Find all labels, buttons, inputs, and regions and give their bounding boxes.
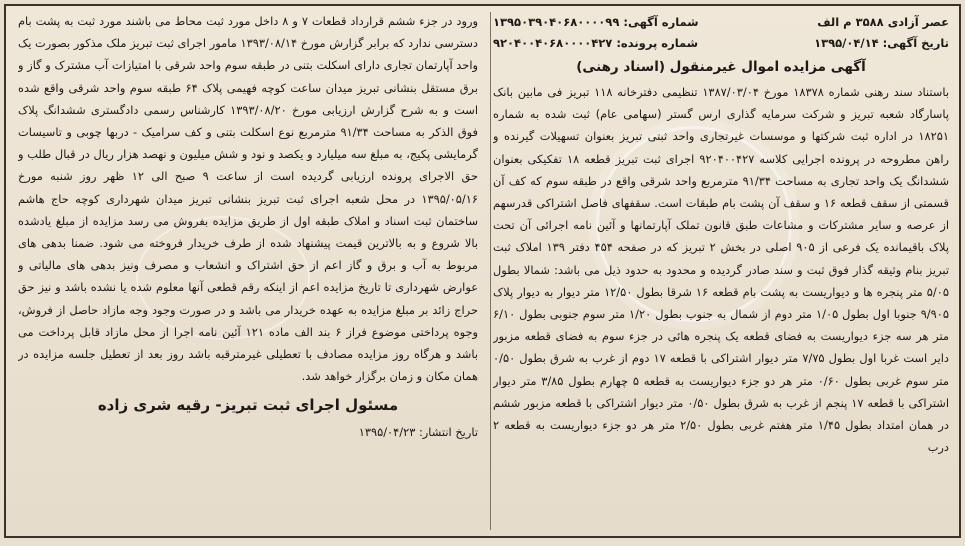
left-column [18, 10, 478, 530]
ad-date: تاریخ آگهی: ۱۳۹۵/۰۴/۱۴ [814, 36, 949, 50]
right-column-body: باستناد سند رهنی شماره ۱۸۳۷۸ مورخ ۱۳۸۷/۰۳/۰۴ تنظیمی دفترخانه ۱۱۸ تبریز فی مابین بانک پاسارگاد شعبه تبریز و شرکت سرمایه گذاری ارس گستر (سهامی عام) ثبت شده به شماره ۱۸۲۵۱ در اداره ثبت شرکتها و موسسات غیرتجاری واحد ثبتی تبریز بعنوان تسهیلات گیرنده و راهن مطروحه در پرونده اجرایی کلاسه ۹۲۰۴۰۰۴۲۷ اجرای ثبت تبریز قطعه ۱۸ تفکیکی بعنوان ششدانگ یک واحد تجاری به مساحت ۹۱/۳۴ مترمربع واحد شرقی واقع در طبقه سوم که کف آن قسمتی از سقف قطعه ۱۶ و سقف آن پشت بام طبقات است. سقفهای فاصل اشتراکی قدرسهم از عرصه و سایر مشترکات و مشاعات طبق قانون تملک آپارتمانها و آئین نامه اجرائی آن تحت پلاک باقیمانده یک فرعی از ۹۰۵ اصلی در بخش ۲ تبریز که در صفحه ۴۵۴ دفتر ۱۳۹ املاک ثبت تبریز بنام وثیقه گذار فوق ثبت و سند صادر گردیده و محدود به حدود ذیل می باشد: شمالا بطول ۵/۰۵ متر پنجره ها و دیواریست به پشت بام قطعه ۱۶ شرقا بطول ۱۲/۵۰ متر دیوار به دیوار پلاک ۹/۹۰۵ جنوبا اول بطول ۱/۰۵ متر دوم از شمال به جنوب بطول ۱/۲۰ متر سوم جنوبی بطول ۶/۱۰ متر هر سه جزء دیواریست به فضای قطعه یک پنجره هائی در جزء سوم به فضای قطعه مزبور دایر است غربا اول بطول ۷/۷۵ متر دیوار اشتراکی با قطعه ۱۷ دوم از غرب به شرق بطول ۰/۵۰ متر سوم غربی بطول ۰/۶۰ متر هر دو جزء دیواریست به قطعه ۵ چهارم بطول ۳/۸۵ متر دیوار اشتراکی با قطعه ۱۷ پنجم از غرب به شرق بطول ۰/۵۰ متر دیوار اشتراکی با قطعه مزبور ششم در همان امتداد بطول ۱/۴۵ متر هفتم غربی بطول ۲/۵۰ متر هر دو جزء دیواریست به قطعه ۲ درب [493, 85, 949, 455]
publication-date: تاریخ انتشار: ۱۳۹۵/۰۴/۲۳ [358, 425, 478, 440]
header-row-1 [493, 12, 949, 33]
column-divider [490, 12, 491, 530]
left-column-body: ورود در جزء ششم قرارداد قطعات ۷ و ۸ داخل مورد ثبت محاط می باشند مورد ثبت به پشت بام دسترسی ندارد که برابر گزارش مورخ ۱۳۹۳/۰۸/۱۴ مامور اجرای ثبت تبریز ملک مذکور بصورت یک واحد آپارتمان تجاری دارای اسکلت بتنی در طبقه سوم واحد شرقی با امتیازات آب مشترک و گاز و برق مستقل بنشانی تبریز میدان ساعت کوچه فهیمی پلاک ۶۴ طبقه سوم واحد شرقی واقع شده است و به شرح گزارش ارزیابی مورخ ۱۳۹۳/۰۸/۲۰ کارشناس رسمی دادگستری ششدانگ پلاک فوق الذکر به مساحت ۹۱/۳۴ مترمربع نوع اسکلت بتنی و کف سرامیک - دربها چوبی و تاسیسات گرمایشی پکیج، به مبلغ سه میلیارد و یکصد و نود و شش میلیون و نهصد هزار ریال در قبال طلب و حق الاجرای پرونده ارزیابی گردیده است از ساعت ۹ صبح الی ۱۲ ظهر روز شنبه مورخ ۱۳۹۵/۰۵/۱۶ در محل شعبه اجرای ثبت تبریز بنشانی تبریز میدان شهرداری کوچه حاج هاشم ساختمان ثبت اسناد و املاک طبقه اول از طریق مزایده بفروش می رسد مزایده از مبلغ یادشده بالا شروع و به بالاترین قیمت پیشنهاد شده از طرف خریدار فروخته می شود. ضمنا بدهی های مربوط به آب و برق و گاز اعم از حق اشتراک و انشعاب و مصرف ونیز بدهی های مالیاتی و عوارض شهرداری تا تاریخ مزایده اعم از اینکه رقم قطعی آنها معلوم شده یا نشده باشد و نیز حق حراج زائد بر مبلغ مزایده به عهده خریدار می باشد و در صورت وجود وجه مازاد حاصل از فروش، وجوه پرداختی موضوع فراز ۶ بند الف ماده ۱۲۱ آئین نامه اجرا از محل مازاد قابل پرداخت می باشد و هرگاه روز مزایده مصادف با تعطیلی غیرمترقبه باشد روز بعد از تعطیل جلسه مزایده در همان مکان و زمان برگزار خواهد شد. [18, 14, 478, 384]
ad-number: عصر آزادی ۳۵۸۸ م الف [817, 15, 949, 29]
newspaper-notice [4, 4, 961, 538]
header-row-2 [493, 33, 949, 54]
file-number: شماره پرونده: ۹۲۰۴۰۰۴۰۶۸۰۰۰۰۴۲۷ [493, 36, 699, 50]
notice-title: آگهی مزایده اموال غیرمنقول (اسناد رهنی) [576, 59, 866, 75]
right-column [493, 12, 949, 530]
signature: مسئول اجرای ثبت تبریز- رقیه شری زاده [97, 396, 399, 415]
notice-number: شماره آگهی: ۱۳۹۵۰۳۹۰۴۰۶۸۰۰۰۰۹۹ [493, 15, 699, 29]
